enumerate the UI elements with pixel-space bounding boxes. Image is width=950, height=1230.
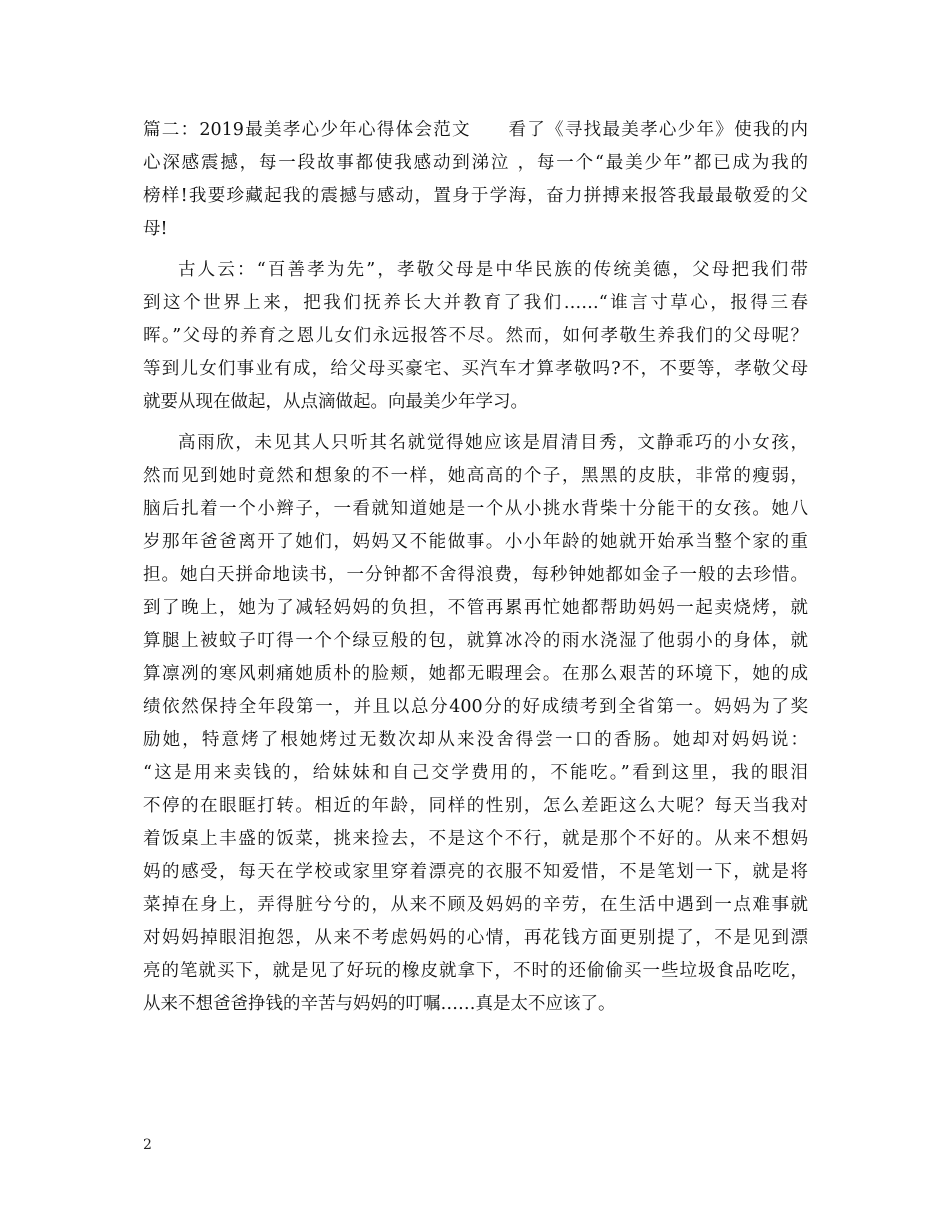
- text-line: 高雨欣，未见其人只听其名就觉得她应该是眉清目秀，文静乖巧的小女孩，: [178, 433, 808, 453]
- text-line: 算腿上被蚊子叮得一个个绿豆般的包，就算冰冷的雨水浇湿了他弱小的身体，就: [143, 631, 808, 651]
- text-line: 担。她白天拼命地读书，一分钟都不舍得浪费，每秒钟她都如金子一般的去珍惜。: [143, 565, 808, 585]
- text-line: 晖。”父母的养育之恩儿女们永远报答不尽。然而，如何孝敬生养我们的父母呢？: [143, 326, 808, 346]
- text-line: 着饭桌上丰盛的饭菜，挑来捡去，不是这个不行，就是那个不好的。从来不想妈: [143, 829, 808, 849]
- text-line: 等到儿女们事业有成，给父母买豪宅、买汽车才算孝敬吗?不，不要等，孝敬父母: [143, 359, 808, 379]
- text-line: 从来不想爸爸挣钱的辛苦与妈妈的叮嘱……真是太不应该了。: [143, 994, 616, 1014]
- text-line: 母!: [143, 219, 168, 239]
- text-line: 励她，特意烤了根她烤过无数次却从来没舍得尝一口的香肠。她却对妈妈说：: [143, 730, 808, 750]
- text-line: 到了晚上，她为了减轻妈妈的负担，不管再累再忙她都帮助妈妈一起卖烧烤，就: [143, 598, 808, 618]
- text-line: 到这个世界上来，把我们抚养长大并教育了我们……“谁言寸草心，报得三春: [143, 293, 808, 313]
- text-line: 然而见到她时竟然和想象的不一样，她高高的个子，黑黑的皮肤，非常的瘦弱，: [143, 466, 808, 486]
- page-number: 2: [143, 1137, 152, 1153]
- text-line: 心深感震撼，每一段故事都使我感动到涕泣 ，每一个“最美少年”都已成为我的: [143, 153, 808, 173]
- text-line: 亮的笔就买下，就是见了好玩的橡皮就拿下，不时的还偷偷买一些垃圾食品吃吃，: [143, 961, 808, 981]
- text-line: 榜样!我要珍藏起我的震撼与感动，置身于学海，奋力拼搏来报答我最最敬爱的父: [143, 186, 808, 206]
- text-line: 古人云：“百善孝为先”，孝敬父母是中华民族的传统美德，父母把我们带: [178, 260, 808, 280]
- text-line: 篇二：2019最美孝心少年心得体会范文 看了《寻找最美孝心少年》使我的内: [143, 120, 808, 140]
- text-line: 妈的感受，每天在学校或家里穿着漂亮的衣服不知爱惜，不是笔划一下，就是将: [143, 862, 808, 882]
- text-line: 绩依然保持全年段第一，并且以总分400分的好成绩考到全省第一。妈妈为了奖: [143, 697, 808, 717]
- text-line: 对妈妈掉眼泪抱怨，从来不考虑妈妈的心情，再花钱方面更别提了，不是见到漂: [143, 928, 808, 948]
- text-line: “这是用来卖钱的，给妹妹和自己交学费用的，不能吃。”看到这里，我的眼泪: [143, 763, 808, 783]
- text-line: 算凛冽的寒风刺痛她质朴的脸颊，她都无暇理会。在那么艰苦的环境下，她的成: [143, 664, 808, 684]
- text-line: 就要从现在做起，从点滴做起。向最美少年学习。: [143, 392, 528, 412]
- text-line: 菜掉在身上，弄得脏兮兮的，从来不顾及妈妈的辛劳，在生活中遇到一点难事就: [143, 895, 808, 915]
- text-line: 岁那年爸爸离开了她们，妈妈又不能做事。小小年龄的她就开始承当整个家的重: [143, 532, 808, 552]
- text-line: 脑后扎着一个小辫子，一看就知道她是一个从小挑水背柴十分能干的女孩。她八: [143, 499, 808, 519]
- text-line: 不停的在眼眶打转。相近的年龄，同样的性别，怎么差距这么大呢？每天当我对: [143, 796, 808, 816]
